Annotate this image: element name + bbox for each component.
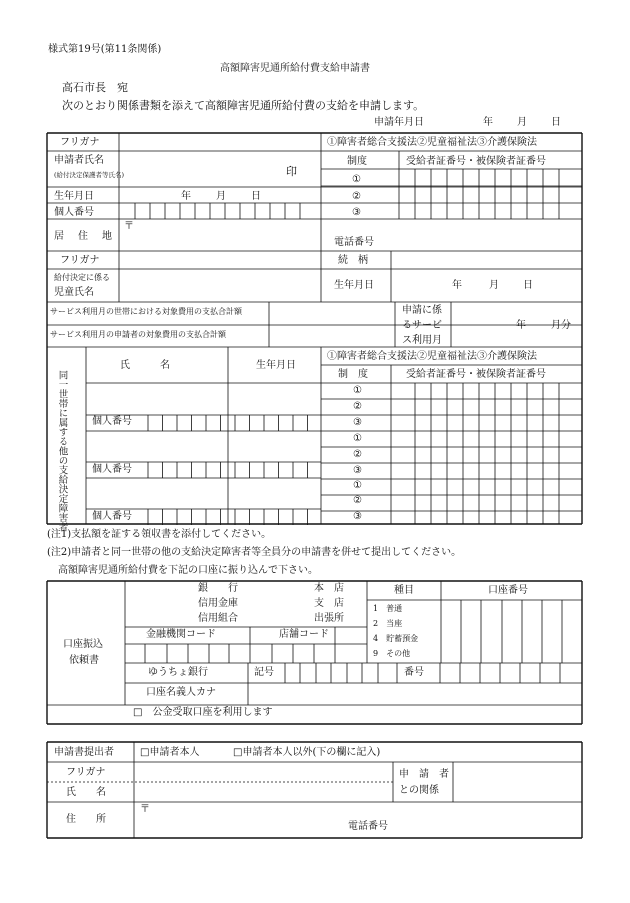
hh1-my-number-label: 個人番号 xyxy=(92,416,132,427)
hh3-my-number-label: 個人番号 xyxy=(92,511,132,522)
child-birth-day: 日 xyxy=(523,280,533,291)
note-2: (注2)申請者と同一世帯の他の支給決定障害者等全員分の申請書を併せて提出してください。 xyxy=(47,547,462,558)
submitter-name-label: 氏 名 xyxy=(66,787,106,798)
submitter-phone-label: 電話番号 xyxy=(348,821,388,832)
kind-1: 1 普通 xyxy=(373,604,403,613)
branch-code-label: 店舗コード xyxy=(279,629,329,640)
my-number-label: 個人番号 xyxy=(54,207,94,218)
applicant-total-label: サービス利用月の申請者の対象費用の支払合計額 xyxy=(50,330,226,339)
kind-4: 9 その他 xyxy=(373,649,411,658)
relation-label: 続 柄 xyxy=(338,255,368,266)
submitter-postal: 〒 xyxy=(140,804,150,815)
bank-type-3: 信用組合 xyxy=(198,613,238,624)
holder-label: 口座名義人カナ xyxy=(146,687,216,698)
household-total-label: サービス利用月の世帯における対象費用の支払合計額 xyxy=(50,307,242,316)
kind-label: 種目 xyxy=(394,585,414,596)
applicant-name-label: 申請者氏名 xyxy=(54,155,104,166)
household-side-label: 同一世帯に属する他の支給決定障害者 xyxy=(56,370,68,532)
submitter-self-checkbox[interactable]: □申請者本人 xyxy=(140,747,200,758)
household-cert-header: 受給者証番号・被保険者証番号 xyxy=(406,369,546,380)
intro-text: 次のとおり関係書類を添えて高額障害児通所給付費の支給を申請します。 xyxy=(62,99,425,112)
branch-type-2: 支 店 xyxy=(314,598,344,609)
child-label-1: 給付決定に係る xyxy=(54,273,110,282)
yucho-label: ゆうちょ銀行 xyxy=(148,667,208,678)
addressee: 高石市長 宛 xyxy=(62,81,128,94)
branch-type-1: 本 店 xyxy=(314,583,344,594)
address-label: 居住地 xyxy=(54,231,126,242)
form-number: 様式第19号(第11条関係) xyxy=(48,44,162,55)
kind-3: 4 貯蓄預金 xyxy=(373,634,419,643)
hh2-my-number-label: 個人番号 xyxy=(92,464,132,475)
birth-month: 月 xyxy=(216,191,226,202)
hh2-system-3: ③ xyxy=(353,465,362,476)
relation-label-1: 申 請 者 xyxy=(399,769,449,780)
svc-month-1: 申請に係 xyxy=(402,305,442,316)
apply-day: 日 xyxy=(551,117,561,128)
laws-header: ①障害者総合支援法②児童福祉法③介護保険法 xyxy=(327,137,537,148)
apply-date-label: 申請年月日 xyxy=(374,117,424,128)
apply-year: 年 xyxy=(483,117,493,128)
branch-type-3: 出張所 xyxy=(314,613,344,624)
hh2-system-1: ① xyxy=(353,433,362,444)
svc-year: 年 xyxy=(516,320,526,331)
submitter-furigana-label: フリガナ xyxy=(66,767,106,778)
submitter-label: 申請書提出者 xyxy=(54,747,114,758)
symbol-label: 記号 xyxy=(254,667,274,678)
seal-mark: 印 xyxy=(286,165,297,178)
child-furigana-label: フリガナ xyxy=(60,255,100,266)
household-name-header: 氏 名 xyxy=(120,360,170,371)
public-account-checkbox[interactable]: □ 公金受取口座を利用します xyxy=(133,707,273,718)
form-title: 高額障害児通所給付費支給申請書 xyxy=(220,63,370,74)
account-no-label: 口座番号 xyxy=(488,585,528,596)
phone-label: 電話番号 xyxy=(334,237,374,248)
household-system-header: 制 度 xyxy=(338,369,368,380)
cert-no-label: 受給者証番号・被保険者証番号 xyxy=(406,156,546,167)
birth-year: 年 xyxy=(181,191,191,202)
number-label: 番号 xyxy=(404,667,424,678)
bank-side-2: 依頼書 xyxy=(69,655,99,666)
furigana-label: フリガナ xyxy=(60,137,100,148)
child-birth-month: 月 xyxy=(489,280,499,291)
hh3-system-3: ③ xyxy=(353,511,362,522)
relation-label-2: との関係 xyxy=(399,785,439,796)
child-birth-label: 生年月日 xyxy=(334,280,374,291)
inst-code-label: 金融機関コード xyxy=(146,629,216,640)
hh1-system-2: ② xyxy=(353,401,362,412)
hh3-system-1: ① xyxy=(353,480,362,491)
child-label-2: 児童氏名 xyxy=(54,287,94,298)
svc-month: 月分 xyxy=(551,320,571,331)
hh2-system-2: ② xyxy=(353,449,362,460)
apply-month: 月 xyxy=(517,117,527,128)
hh3-system-2: ② xyxy=(353,495,362,506)
hh1-system-1: ① xyxy=(353,385,362,396)
system-2: ② xyxy=(352,191,361,202)
applicant-name-note: (給付決定保護者等氏名) xyxy=(54,171,125,179)
household-laws-header: ①障害者総合支援法②児童福祉法③介護保険法 xyxy=(327,351,537,362)
household-birth-header: 生年月日 xyxy=(256,360,296,371)
system-label: 制度 xyxy=(347,156,367,167)
postal-mark: 〒 xyxy=(124,221,134,232)
bank-type-2: 信用金庫 xyxy=(198,598,238,609)
submitter-address-label: 住 所 xyxy=(66,814,106,825)
bank-type-1: 銀 行 xyxy=(198,583,238,594)
submitter-other-checkbox[interactable]: □申請者本人以外(下の欄に記入) xyxy=(233,747,381,758)
system-1: ① xyxy=(352,174,361,185)
birth-label: 生年月日 xyxy=(54,191,94,202)
child-birth-year: 年 xyxy=(452,280,462,291)
bank-intro: 高額障害児通所給付費を下記の口座に振り込んで下さい。 xyxy=(58,565,318,576)
kind-2: 2 当座 xyxy=(373,619,403,628)
system-3: ③ xyxy=(352,207,361,218)
svc-month-3: ス利用月 xyxy=(402,335,442,346)
bank-side-1: 口座振込 xyxy=(63,639,103,650)
svc-month-2: るサービ xyxy=(402,320,442,331)
hh1-system-3: ③ xyxy=(353,417,362,428)
note-1: (注1)支払額を証する領収書を添付してください。 xyxy=(47,529,272,540)
birth-day: 日 xyxy=(251,191,261,202)
